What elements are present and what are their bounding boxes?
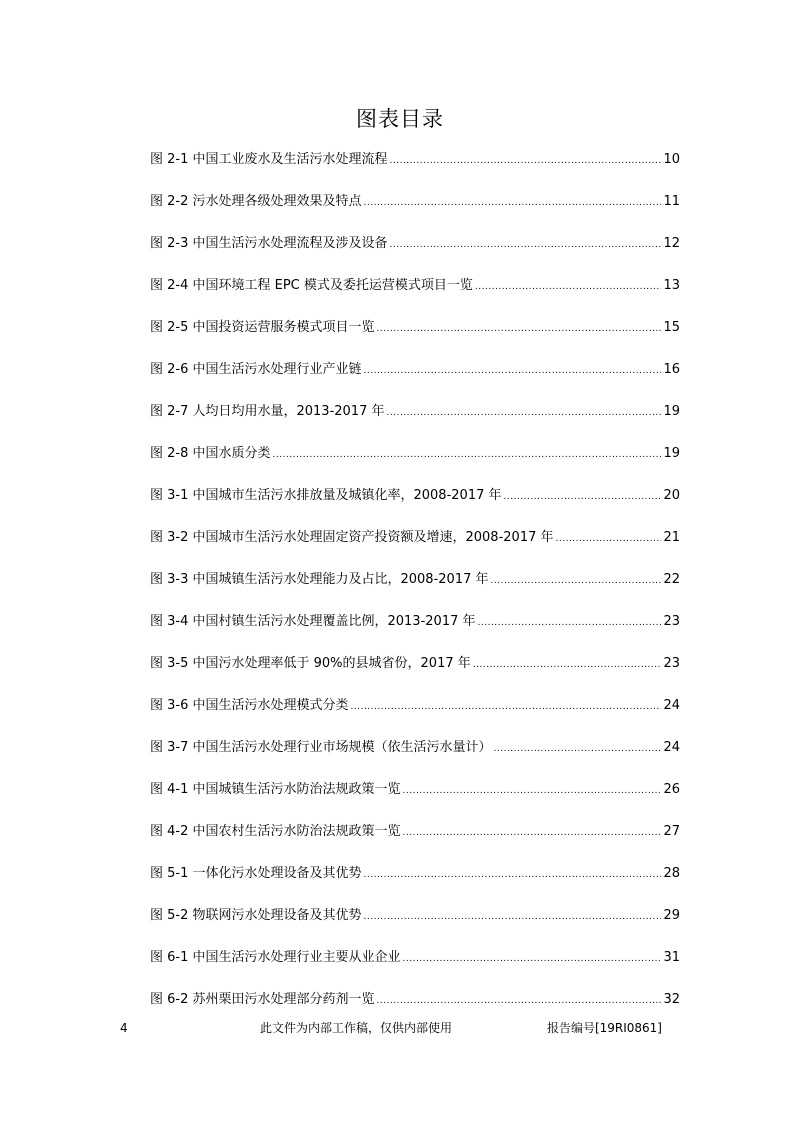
footer-confidential-note: 此文件为内部工作稿，仅供内部使用 bbox=[260, 1021, 453, 1035]
toc-entry-label: 图 3-2 中国城市生活污水处理固定资产投资额及增速，2008-2017 年 bbox=[150, 530, 554, 545]
toc-dot-leader bbox=[494, 737, 662, 761]
toc-entry-label: 图 4-1 中国城镇生活污水防治法规政策一览 bbox=[150, 782, 401, 797]
toc-dot-leader bbox=[364, 191, 662, 215]
toc-entry[interactable] bbox=[150, 568, 680, 610]
toc-dot-leader bbox=[387, 401, 662, 425]
toc-dot-leader bbox=[475, 275, 662, 299]
toc-entry-label: 图 2-4 中国环境工程 EPC 模式及委托运营模式项目一览 bbox=[150, 278, 473, 293]
toc-dot-leader bbox=[478, 611, 662, 635]
toc-dot-leader bbox=[377, 989, 662, 1013]
toc-dot-leader bbox=[390, 233, 662, 257]
toc-entry-label: 图 3-7 中国生活污水处理行业市场规模（依生活污水量计） bbox=[150, 740, 492, 755]
toc-dot-leader bbox=[377, 317, 662, 341]
toc-entry-page: 27 bbox=[663, 824, 680, 839]
toc-dot-leader bbox=[504, 485, 662, 509]
toc-entry[interactable] bbox=[150, 232, 680, 274]
toc-entry[interactable] bbox=[150, 736, 680, 778]
toc-entry-page: 13 bbox=[663, 278, 680, 293]
toc-dot-leader bbox=[273, 443, 662, 467]
toc-entry[interactable] bbox=[150, 358, 680, 400]
toc-entry[interactable] bbox=[150, 904, 680, 946]
toc-entry-page: 15 bbox=[663, 320, 680, 335]
toc-dot-leader bbox=[364, 359, 662, 383]
footer-page-number: 4 bbox=[120, 1021, 128, 1035]
toc-entry-page: 26 bbox=[663, 782, 680, 797]
toc-entry-label: 图 2-1 中国工业废水及生活污水处理流程 bbox=[150, 152, 388, 167]
toc-entry-page: 22 bbox=[663, 572, 680, 587]
toc-entry-label: 图 2-7 人均日均用水量，2013-2017 年 bbox=[150, 404, 385, 419]
toc-entry[interactable] bbox=[150, 946, 680, 988]
toc-entry-label: 图 2-2 污水处理各级处理效果及特点 bbox=[150, 194, 362, 209]
toc-entry[interactable] bbox=[150, 148, 680, 190]
toc-entry-page: 23 bbox=[663, 614, 680, 629]
toc-entry-page: 24 bbox=[663, 698, 680, 713]
toc-entry[interactable] bbox=[150, 400, 680, 442]
toc-entry-label: 图 3-3 中国城镇生活污水处理能力及占比，2008-2017 年 bbox=[150, 572, 489, 587]
toc-entry-page: 31 bbox=[663, 950, 680, 965]
toc-entry-page: 32 bbox=[663, 992, 680, 1007]
toc-entry[interactable] bbox=[150, 862, 680, 904]
toc-dot-leader bbox=[390, 149, 662, 173]
toc-entry-page: 21 bbox=[663, 530, 680, 545]
toc-entry-page: 20 bbox=[663, 488, 680, 503]
toc-entry[interactable] bbox=[150, 694, 680, 736]
toc-entry-label: 图 2-8 中国水质分类 bbox=[150, 446, 271, 461]
toc-entry[interactable] bbox=[150, 652, 680, 694]
toc-entry-label: 图 2-5 中国投资运营服务模式项目一览 bbox=[150, 320, 375, 335]
toc-entry-page: 28 bbox=[663, 866, 680, 881]
toc-entry-page: 19 bbox=[663, 404, 680, 419]
toc-dot-leader bbox=[364, 905, 662, 929]
toc-entry-label: 图 4-2 中国农村生活污水防治法规政策一览 bbox=[150, 824, 401, 839]
toc-dot-leader bbox=[473, 653, 662, 677]
toc-entry-label: 图 6-2 苏州栗田污水处理部分药剂一览 bbox=[150, 992, 375, 1007]
toc-dot-leader bbox=[403, 821, 662, 845]
toc-entry-page: 16 bbox=[663, 362, 680, 377]
toc-entry[interactable] bbox=[150, 610, 680, 652]
toc-entry[interactable] bbox=[150, 316, 680, 358]
toc-entry-page: 12 bbox=[663, 236, 680, 251]
toc-dot-leader bbox=[403, 779, 662, 803]
toc-entry-label: 图 5-2 物联网污水处理设备及其优势 bbox=[150, 908, 362, 923]
toc-entry-label: 图 2-3 中国生活污水处理流程及涉及设备 bbox=[150, 236, 388, 251]
toc-entry-page: 19 bbox=[663, 446, 680, 461]
toc-entry[interactable] bbox=[150, 526, 680, 568]
toc-entry-page: 29 bbox=[663, 908, 680, 923]
page-footer bbox=[0, 1018, 800, 1038]
toc-entry-label: 图 3-5 中国污水处理率低于 90%的县城省份，2017 年 bbox=[150, 656, 471, 671]
toc-dot-leader bbox=[556, 527, 662, 551]
toc-entry[interactable] bbox=[150, 484, 680, 526]
toc-entry-label: 图 3-1 中国城市生活污水排放量及城镇化率，2008-2017 年 bbox=[150, 488, 502, 503]
toc-entry-label: 图 5-1 一体化污水处理设备及其优势 bbox=[150, 866, 362, 881]
toc-entry[interactable] bbox=[150, 820, 680, 862]
toc-dot-leader bbox=[491, 569, 662, 593]
toc-dot-leader bbox=[351, 695, 662, 719]
footer-report-id: 报告编号[19RI0861] bbox=[546, 1021, 662, 1035]
toc-entry-label: 图 3-6 中国生活污水处理模式分类 bbox=[150, 698, 349, 713]
toc-entry-label: 图 3-4 中国村镇生活污水处理覆盖比例，2013-2017 年 bbox=[150, 614, 476, 629]
toc-entry-page: 24 bbox=[663, 740, 680, 755]
toc-entry-page: 11 bbox=[663, 194, 680, 209]
figure-toc-list bbox=[150, 148, 680, 1030]
toc-entry[interactable] bbox=[150, 190, 680, 232]
toc-entry[interactable] bbox=[150, 778, 680, 820]
toc-dot-leader bbox=[364, 863, 662, 887]
toc-entry-page: 10 bbox=[663, 152, 680, 167]
page-title: 图表目录 bbox=[356, 107, 444, 131]
toc-entry-label: 图 2-6 中国生活污水处理行业产业链 bbox=[150, 362, 362, 377]
toc-entry-page: 23 bbox=[663, 656, 680, 671]
toc-entry[interactable] bbox=[150, 274, 680, 316]
toc-entry-label: 图 6-1 中国生活污水处理行业主要从业企业 bbox=[150, 950, 401, 965]
toc-entry[interactable] bbox=[150, 442, 680, 484]
toc-dot-leader bbox=[403, 947, 662, 971]
